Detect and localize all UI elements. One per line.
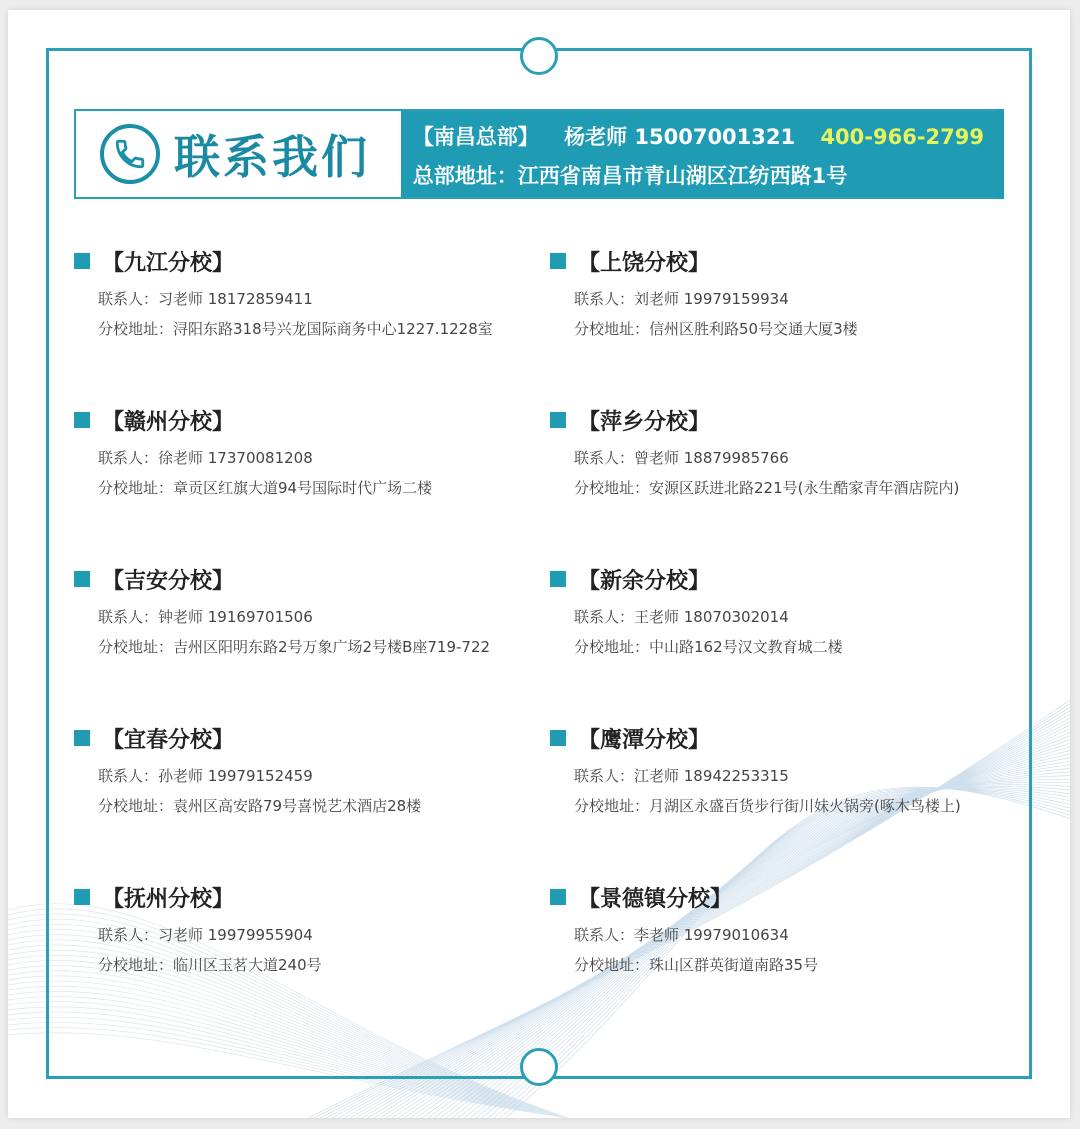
branch-address: 分校地址：中山路162号汉文教育城二楼 xyxy=(574,638,843,656)
square-bullet-icon xyxy=(550,253,566,269)
branch-yichun xyxy=(74,723,544,821)
square-bullet-icon xyxy=(74,571,90,587)
square-bullet-icon xyxy=(74,730,90,746)
branch-yingtan xyxy=(550,723,1020,821)
contact-banner xyxy=(74,109,1004,199)
branch-fuzhou xyxy=(74,882,544,980)
branch-address: 分校地址：吉州区阳明东路2号万象广场2号楼B座719-722 xyxy=(98,638,491,656)
branch-name: 【景德镇分校】 xyxy=(578,886,733,912)
branch-name: 【抚州分校】 xyxy=(102,886,235,912)
branch-address: 分校地址：珠山区群英街道南路35号 xyxy=(574,956,819,974)
square-bullet-icon xyxy=(550,571,566,587)
branch-name: 【宜春分校】 xyxy=(102,727,235,753)
top-ring-ornament xyxy=(520,37,558,75)
branch-shangrao xyxy=(550,246,1020,344)
branch-contact: 联系人：习老师 18172859411 xyxy=(98,290,313,308)
branch-name: 【赣州分校】 xyxy=(102,409,235,435)
hotline-number: 400-966-2799 xyxy=(820,125,984,149)
hq-label: 【南昌总部】 xyxy=(412,125,539,149)
square-bullet-icon xyxy=(74,412,90,428)
hq-contact: 杨老师 15007001321 xyxy=(564,125,796,149)
hq-address: 总部地址：江西省南昌市青山湖区江纺西路1号 xyxy=(412,164,848,188)
branch-contact: 联系人：徐老师 17370081208 xyxy=(98,449,313,467)
branch-address: 分校地址：月湖区永盛百货步行街川妹火锅旁(啄木鸟楼上) xyxy=(574,797,961,815)
square-bullet-icon xyxy=(550,889,566,905)
branch-address: 分校地址：浔阳东路318号兴龙国际商务中心1227.1228室 xyxy=(98,320,493,338)
branch-address: 分校地址：临川区玉茗大道240号 xyxy=(98,956,322,974)
branch-name: 【九江分校】 xyxy=(102,250,235,276)
branch-contact: 联系人：李老师 19979010634 xyxy=(574,926,789,944)
branch-contact: 联系人：王老师 18070302014 xyxy=(574,608,789,626)
branch-jian xyxy=(74,564,544,662)
branch-jiujiang xyxy=(74,246,544,344)
branch-contact: 联系人：孙老师 19979152459 xyxy=(98,767,313,785)
branch-contact: 联系人：钟老师 19169701506 xyxy=(98,608,313,626)
branch-address: 分校地址：章贡区红旗大道94号国际时代广场二楼 xyxy=(98,479,433,497)
bottom-ring-ornament xyxy=(520,1048,558,1086)
contact-card xyxy=(8,10,1070,1118)
phone-icon xyxy=(100,124,160,184)
branch-contact: 联系人：曾老师 18879985766 xyxy=(574,449,789,467)
banner-title-area xyxy=(76,111,401,197)
branch-name: 【新余分校】 xyxy=(578,568,711,594)
headquarters-info xyxy=(401,111,1002,197)
square-bullet-icon xyxy=(550,412,566,428)
branch-name: 【萍乡分校】 xyxy=(578,409,711,435)
branch-pingxiang xyxy=(550,405,1020,503)
branch-name: 【吉安分校】 xyxy=(102,568,235,594)
branch-address: 分校地址：信州区胜利路50号交通大厦3楼 xyxy=(574,320,858,338)
square-bullet-icon xyxy=(74,253,90,269)
branch-address: 分校地址：安源区跃进北路221号(永生酷家青年酒店院内) xyxy=(574,479,960,497)
page-title: 联系我们 xyxy=(174,130,370,184)
branch-name: 【鹰潭分校】 xyxy=(578,727,711,753)
branch-contact: 联系人：刘老师 19979159934 xyxy=(574,290,789,308)
square-bullet-icon xyxy=(74,889,90,905)
branch-contact: 联系人：江老师 18942253315 xyxy=(574,767,789,785)
branch-name: 【上饶分校】 xyxy=(578,250,711,276)
branch-xinyu xyxy=(550,564,1020,662)
square-bullet-icon xyxy=(550,730,566,746)
branch-contact: 联系人：习老师 19979955904 xyxy=(98,926,313,944)
branch-address: 分校地址：袁州区高安路79号喜悦艺术酒店28楼 xyxy=(98,797,422,815)
branch-ganzhou xyxy=(74,405,544,503)
branch-jingdezhen xyxy=(550,882,1020,980)
